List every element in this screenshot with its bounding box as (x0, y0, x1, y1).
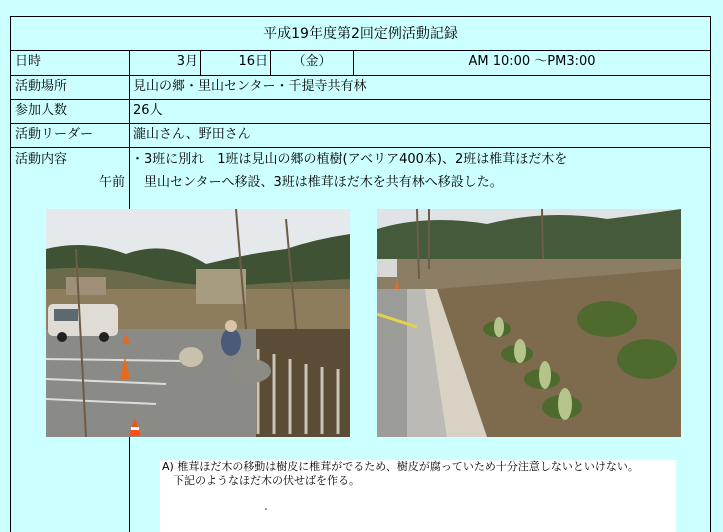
photo-planting (46, 209, 350, 437)
date-month: 3月 (176, 54, 198, 69)
note-line-2: 下記のようなほだ木の伏せばを作る。 (162, 474, 360, 487)
content-sublabel: 午前 (98, 175, 125, 190)
note-line-1: A) 椎茸ほだ木の移動は樹皮に椎茸がでるため、樹皮が腐っていため十分注意しないといけない。 (162, 460, 639, 473)
row-line (10, 123, 711, 124)
table-border-top (10, 16, 711, 17)
date-weekday: （金） (292, 54, 332, 69)
place-label: 活動場所 (15, 79, 68, 94)
date-day: 16日 (238, 54, 268, 69)
leader-label: 活動リーダー (15, 127, 94, 142)
participants-label: 参加人数 (15, 103, 68, 118)
cone-image-fragment (126, 418, 144, 436)
date-label: 日時 (15, 54, 42, 69)
content-label: 活動内容 (15, 152, 68, 167)
content-line-1: ・3班に別れ 1班は見山の郷の植樹(アベリア400本)、2班は椎茸ほだ木を (131, 152, 568, 167)
label-column-divider-lower (129, 436, 130, 532)
note-speck (265, 508, 267, 510)
leader-value: 瀧山さん、野田さん (133, 127, 251, 142)
content-line-2: 里山センターへ移設、3班は椎茸ほだ木を共有林へ移設した。 (131, 175, 503, 190)
table-border-right (710, 16, 711, 532)
photo-roadside (377, 209, 681, 437)
date-time: AM 10:00 ～PM3:00 (468, 54, 596, 69)
row-line (10, 50, 711, 51)
label-column-divider (129, 50, 130, 210)
page-title: 平成19年度第2回定例活動記録 (263, 26, 458, 42)
table-border-left (10, 16, 11, 532)
row-line (10, 147, 711, 148)
place-value: 見山の郷・里山センター・千提寺共有林 (133, 79, 367, 94)
row-line (10, 75, 711, 76)
note-panel (160, 460, 676, 532)
participants-value: 26人 (133, 103, 163, 118)
row-line (10, 99, 711, 100)
